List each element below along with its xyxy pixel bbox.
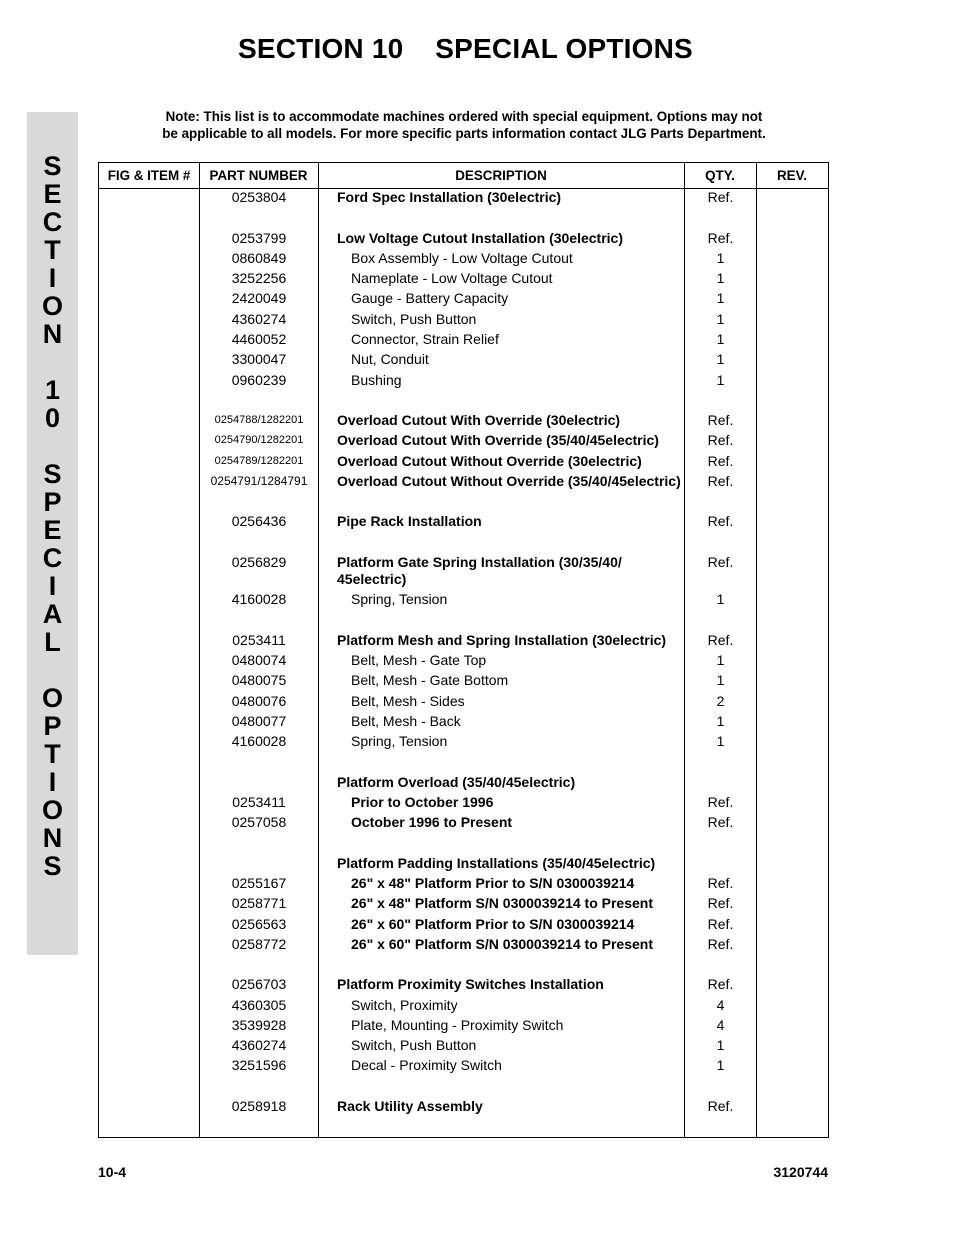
part-number-cell: 4360274 (231, 1037, 287, 1053)
part-number-cell: 0480075 (231, 672, 287, 688)
qty-cell: 1 (716, 1037, 725, 1053)
description-cell: Connector, Strain Relief (351, 331, 499, 347)
description-cell: Overload Cutout Without Override (35/40/45electric) (337, 473, 681, 489)
qty-cell: Ref. (707, 453, 734, 469)
side-tab-letter: L (44, 627, 61, 657)
qty-cell: 1 (716, 311, 725, 327)
part-number-cell: 3251596 (231, 1057, 287, 1073)
description-cell: Overload Cutout With Override (30electric) (337, 412, 621, 428)
description-cell: Decal - Proximity Switch (351, 1057, 502, 1073)
qty-cell: Ref. (707, 230, 734, 246)
description-cell: Nut, Conduit (351, 351, 429, 367)
column-divider (318, 163, 319, 1137)
description-cell: Switch, Proximity (351, 997, 458, 1013)
side-tab-letter: P (43, 711, 62, 741)
description-cell: Nameplate - Low Voltage Cutout (351, 270, 553, 286)
description-cell: 26" x 48" Platform S/N 0300039214 to Present (351, 895, 653, 911)
qty-cell: Ref. (707, 412, 734, 428)
page-title: SECTION 10 SPECIAL OPTIONS (238, 33, 693, 64)
qty-cell: 1 (716, 672, 725, 688)
description-cell: Spring, Tension (351, 591, 448, 607)
qty-cell: 2 (716, 693, 725, 709)
description-cell: Bushing (351, 372, 402, 388)
description-cell: Belt, Mesh - Sides (351, 693, 465, 709)
description-cell: Platform Mesh and Spring Installation (30electric) (337, 632, 667, 648)
description-cell: 26" x 48" Platform Prior to S/N 0300039214 (351, 875, 635, 891)
qty-cell: Ref. (707, 1098, 734, 1114)
part-number-cell: 4460052 (231, 331, 287, 347)
part-number-cell: 0256703 (231, 976, 287, 992)
description-cell: October 1996 to Present (351, 814, 513, 830)
description-cell: Ford Spec Installation (30electric) (337, 189, 562, 205)
description-cell: Spring, Tension (351, 733, 448, 749)
description-cell: Belt, Mesh - Gate Top (351, 652, 487, 668)
side-tab-letter: I (48, 263, 57, 293)
part-number-cell: 0258918 (231, 1098, 287, 1114)
qty-cell: 1 (716, 270, 725, 286)
part-number-cell: 4360274 (231, 311, 287, 327)
col-header-qty: QTY. (705, 168, 735, 183)
description-cell: Gauge - Battery Capacity (351, 290, 509, 306)
qty-cell: 4 (716, 997, 725, 1013)
side-tab-letter: S (43, 459, 62, 489)
side-tab-letter: S (43, 151, 62, 181)
part-number-cell: 4360305 (231, 997, 287, 1013)
side-tab-letter: T (44, 739, 61, 769)
description-cell: Switch, Push Button (351, 1037, 477, 1053)
qty-cell: 1 (716, 652, 725, 668)
part-number-cell: 2420049 (231, 290, 287, 306)
qty-cell: Ref. (707, 473, 734, 489)
note-line-1: Note: This list is to accommodate machines ordered with special equipment. Options may not (165, 109, 763, 124)
side-tab-letter: E (43, 179, 62, 209)
part-number-cell: 0480077 (231, 713, 287, 729)
description-cell: Box Assembly - Low Voltage Cutout (351, 250, 573, 266)
side-tab-letter: O (41, 291, 63, 321)
qty-cell: 1 (716, 1057, 725, 1073)
qty-cell: Ref. (707, 554, 734, 570)
note-line-2: be applicable to all models. For more specific parts information contact JLG Parts Department. (162, 126, 766, 141)
part-number-cell: 0253799 (231, 230, 287, 246)
description-cell: Platform Padding Installations (35/40/45electric) (337, 855, 656, 871)
description-cell: Overload Cutout With Override (35/40/45electric) (337, 432, 659, 448)
part-number-cell: 0253804 (231, 189, 287, 205)
part-number-cell: 0253411 (232, 632, 286, 648)
part-number-cell: 0254791/1284791 (210, 474, 308, 488)
col-header-part-number: PART NUMBER (209, 168, 308, 183)
description-cell: Belt, Mesh - Back (351, 713, 461, 729)
description-cell: Prior to October 1996 (351, 794, 494, 810)
description-cell: 26" x 60" Platform S/N 0300039214 to Present (351, 936, 653, 952)
qty-cell: 1 (716, 713, 725, 729)
part-number-cell: 0256563 (231, 916, 287, 932)
side-tab-letter: A (42, 599, 63, 629)
description-cell: Plate, Mounting - Proximity Switch (351, 1017, 564, 1033)
parts-table (98, 162, 829, 1138)
side-tab-letter: N (42, 319, 63, 349)
qty-cell: Ref. (707, 875, 734, 891)
note-text (130, 108, 798, 142)
qty-cell: Ref. (707, 976, 734, 992)
part-number-cell: 0253411 (232, 794, 286, 810)
qty-cell: Ref. (707, 513, 734, 529)
part-number-cell: 0257058 (231, 814, 287, 830)
qty-cell: Ref. (707, 632, 734, 648)
description-cell: Platform Proximity Switches Installation (337, 976, 604, 992)
qty-cell: Ref. (707, 189, 734, 205)
side-tab-letter: T (44, 235, 61, 265)
qty-cell: 4 (716, 1017, 725, 1033)
side-tab-letter: E (43, 515, 62, 545)
side-tab-letter: O (41, 795, 63, 825)
part-number-cell: 0258771 (231, 895, 287, 911)
qty-cell: 1 (716, 591, 725, 607)
side-tab-letter: O (41, 683, 63, 713)
doc-number: 3120744 (773, 1164, 828, 1180)
side-tab-letter: 1 (44, 375, 61, 405)
part-number-cell: 0960239 (231, 372, 287, 388)
qty-cell: Ref. (707, 794, 734, 810)
part-number-cell: 0480076 (231, 693, 287, 709)
side-tab-letter: P (43, 487, 62, 517)
qty-cell: Ref. (707, 432, 734, 448)
part-number-cell: 0256436 (231, 513, 287, 529)
qty-cell: Ref. (707, 936, 734, 952)
description-cell: Overload Cutout Without Override (30electric) (337, 453, 642, 469)
part-number-cell: 0256829 (231, 554, 287, 570)
col-header-fig-item: FIG & ITEM # (107, 168, 191, 183)
qty-cell: 1 (716, 351, 725, 367)
qty-cell: Ref. (707, 895, 734, 911)
qty-cell: 1 (716, 290, 725, 306)
qty-cell: Ref. (707, 916, 734, 932)
side-tab-letter: N (42, 823, 63, 853)
part-number-cell: 0860849 (231, 250, 287, 266)
description-cell: Rack Utility Assembly (337, 1098, 483, 1114)
part-number-cell: 3539928 (231, 1017, 287, 1033)
qty-cell: 1 (716, 733, 725, 749)
part-number-cell: 0258772 (231, 936, 287, 952)
part-number-cell: 3252256 (231, 270, 287, 286)
side-tab-letter: C (42, 543, 63, 573)
qty-cell: 1 (716, 372, 725, 388)
col-header-rev: REV. (776, 168, 808, 183)
part-number-cell: 0254788/1282201 (214, 414, 304, 426)
qty-cell: 1 (716, 331, 725, 347)
description-cell: Switch, Push Button (351, 311, 477, 327)
side-tab-letter: I (48, 571, 57, 601)
description-cell: Low Voltage Cutout Installation (30electric) (337, 230, 623, 246)
section-side-tab (27, 112, 78, 955)
description-cell: Platform Overload (35/40/45electric) (337, 774, 576, 790)
column-divider (756, 163, 757, 1137)
page-number: 10-4 (98, 1164, 127, 1180)
side-tab-letter: S (43, 851, 62, 881)
description-cell: Pipe Rack Installation (337, 513, 482, 529)
side-tab-letter: I (48, 767, 57, 797)
description-cell: 26" x 60" Platform Prior to S/N 0300039214 (351, 916, 635, 932)
part-number-cell: 4160028 (231, 733, 287, 749)
part-number-cell: 0254790/1282201 (214, 434, 304, 446)
part-number-cell: 0255167 (231, 875, 287, 891)
side-tab-letter: 0 (44, 403, 61, 433)
part-number-cell: 0480074 (231, 652, 287, 668)
part-number-cell: 0254789/1282201 (214, 455, 304, 467)
description-cell: Belt, Mesh - Gate Bottom (351, 672, 509, 688)
part-number-cell: 4160028 (231, 591, 287, 607)
part-number-cell: 3300047 (231, 351, 287, 367)
description-cell: Platform Gate Spring Installation (30/35/40/ 45electric) (337, 554, 622, 587)
qty-cell: 1 (716, 250, 725, 266)
side-tab-letter: C (42, 207, 63, 237)
col-header-description: DESCRIPTION (455, 168, 547, 183)
qty-cell: Ref. (707, 814, 734, 830)
